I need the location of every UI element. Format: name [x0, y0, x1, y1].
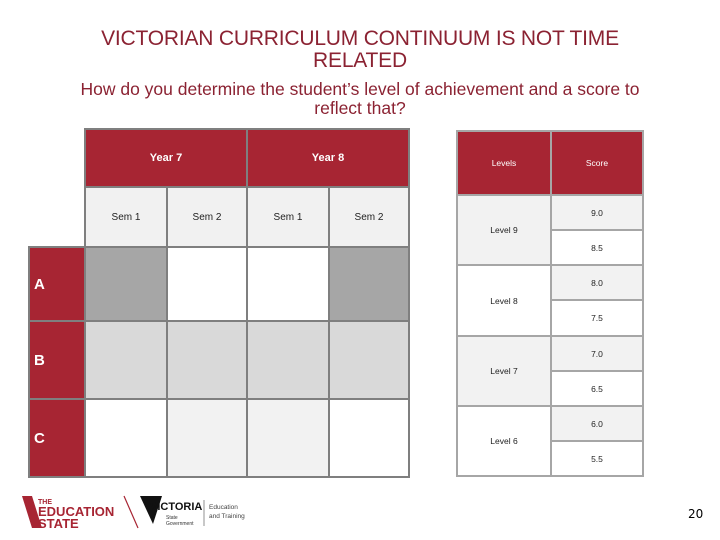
score-cell: [550, 299, 644, 337]
slide-subtitle: [0, 80, 720, 118]
slide-subtitle-line2: reflect that?: [314, 98, 406, 118]
page-number: 20: [688, 507, 704, 521]
score-cell: [550, 194, 644, 231]
sem-label: Sem 1: [111, 211, 141, 223]
level-label: Level 6: [490, 436, 518, 446]
grid-cell-b-2: [166, 320, 248, 400]
svg-text:Education: Education: [209, 504, 238, 511]
grid-cell-b-3: [246, 320, 330, 400]
slide-title-line1: VICTORIAN CURRICULUM CONTINUUM IS NOT TIME: [101, 27, 619, 50]
score-cell: [550, 405, 644, 442]
score-value: 8.5: [591, 242, 603, 253]
level-cell-9: [456, 194, 552, 266]
level-label: Level 7: [490, 366, 518, 376]
sem-label: Sem 1: [273, 211, 303, 223]
row-label-b-text: B: [34, 351, 45, 369]
score-value: 7.0: [591, 348, 603, 359]
header-y8-sem1: [246, 186, 330, 248]
level-cell-7: [456, 335, 552, 407]
level-cell-6: [456, 405, 552, 477]
header-score: [550, 130, 644, 196]
level-label: Level 9: [490, 225, 518, 235]
level-label: Level 8: [490, 295, 518, 306]
header-y7-sem1: [84, 186, 168, 248]
score-value: 7.5: [591, 313, 603, 323]
score-cell: [550, 335, 644, 372]
grid-cell-a-4: [328, 246, 410, 322]
header-levels: [456, 130, 552, 196]
score-cell: [550, 229, 644, 266]
slide-title: [0, 28, 720, 72]
header-score-label: Score: [585, 158, 609, 168]
education-state-logo-icon: [20, 494, 140, 530]
grid-cell-c-3: [246, 398, 330, 478]
header-year-7: [84, 128, 248, 188]
score-value: 6.0: [591, 418, 603, 429]
sem-label: Sem 2: [192, 211, 222, 223]
row-label-c: [28, 398, 86, 478]
score-value: 8.0: [591, 277, 603, 288]
header-year-8-label: Year 8: [311, 152, 345, 164]
header-y8-sem2: [328, 186, 410, 248]
svg-text:VICTORIA: VICTORIA: [150, 501, 203, 513]
grid-cell-c-2: [166, 398, 248, 478]
grid-cell-c-1: [84, 398, 168, 478]
grid-cell-a-1: [84, 246, 168, 322]
header-year-8: [246, 128, 410, 188]
slide-title-line2: RELATED: [313, 49, 407, 72]
grid-cell-c-4: [328, 398, 410, 478]
level-cell-8: [456, 264, 552, 337]
sem-label: Sem 2: [354, 211, 384, 223]
svg-text:Government: Government: [166, 521, 194, 527]
header-levels-label: Levels: [491, 158, 517, 168]
svg-text:and Training: and Training: [209, 513, 245, 520]
victoria-state-icon: [138, 494, 258, 530]
score-cell: [550, 370, 644, 407]
score-value: 6.5: [591, 383, 603, 394]
slide-subtitle-line1: How do you determine the student’s level of achievement and a score to: [80, 79, 640, 99]
header-year-7-label: Year 7: [149, 152, 183, 164]
score-cell: [550, 440, 644, 477]
grid-cell-b-1: [84, 320, 168, 400]
svg-text:STATE: STATE: [38, 516, 79, 530]
education-state-logo: [20, 494, 140, 530]
row-label-c-text: C: [34, 429, 45, 447]
grid-cell-a-3: [246, 246, 330, 322]
victoria-government-logo: [138, 494, 258, 530]
row-label-b: [28, 320, 86, 400]
score-value: 5.5: [591, 453, 603, 464]
grid-cell-b-4: [328, 320, 410, 400]
grid-cell-a-2: [166, 246, 248, 322]
row-label-a-text: A: [34, 275, 45, 293]
header-y7-sem2: [166, 186, 248, 248]
score-value: 9.0: [591, 207, 603, 218]
svg-text:THE: THE: [38, 499, 52, 506]
row-label-a: [28, 246, 86, 322]
svg-text:State: State: [166, 515, 178, 521]
score-cell: [550, 264, 644, 301]
svg-text:EDUCATION: EDUCATION: [38, 504, 115, 519]
